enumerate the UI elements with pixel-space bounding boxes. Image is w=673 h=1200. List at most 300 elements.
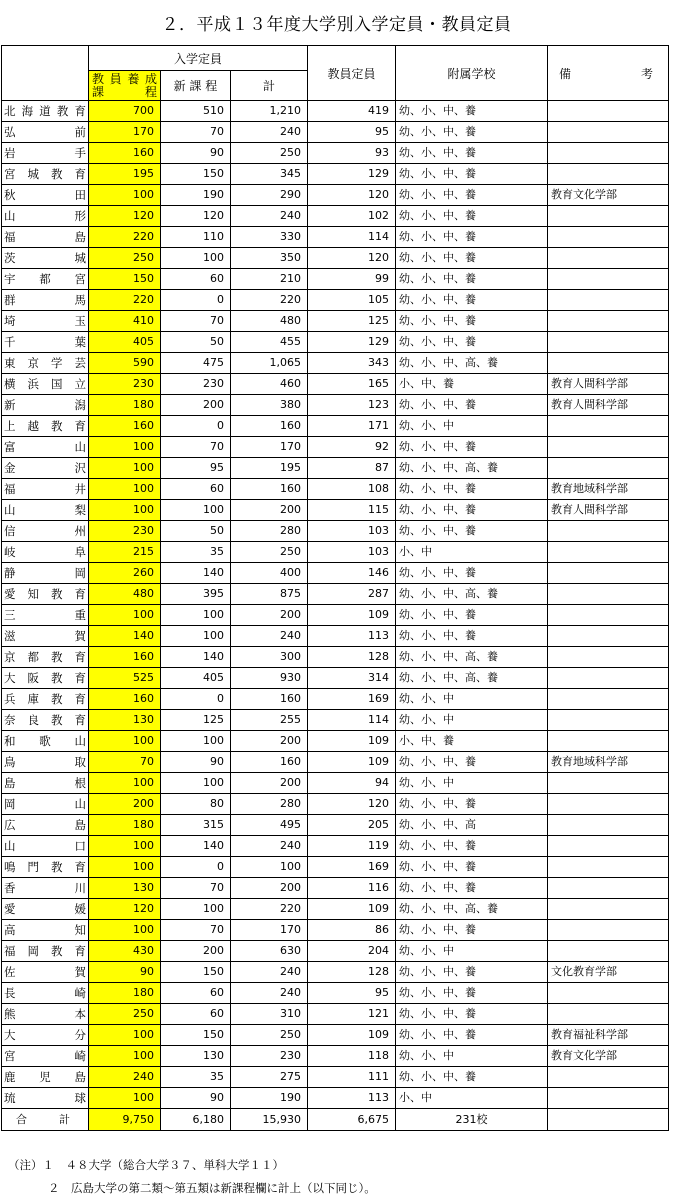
kei-value: 480 [231,311,308,332]
fuzoku-value: 幼、小、中、養 [396,563,548,584]
university-name: 香川 [2,878,89,899]
university-name: 和歌山 [2,731,89,752]
table-row [2,605,669,626]
kyoin-yosei-value: 240 [89,1067,161,1088]
kyoin-yosei-value: 130 [89,710,161,731]
kei-value: 200 [231,731,308,752]
shin-katei-value: 510 [161,101,231,122]
kei-value: 255 [231,710,308,731]
table-row [2,752,669,773]
table-row [2,311,669,332]
kei-value: 495 [231,815,308,836]
kei-value: 280 [231,521,308,542]
kei-value: 200 [231,605,308,626]
kei-value: 200 [231,878,308,899]
shin-katei-value: 150 [161,1025,231,1046]
fuzoku-value: 幼、小、中、養 [396,920,548,941]
kyoin-teiin-value: 419 [308,101,396,122]
kei-value: 220 [231,290,308,311]
university-name: 岐阜 [2,542,89,563]
kyoin-yosei-value: 120 [89,206,161,227]
kyoin-teiin-value: 108 [308,479,396,500]
kyoin-teiin-value: 87 [308,458,396,479]
table-row [2,815,669,836]
fuzoku-value: 幼、小、中、養 [396,164,548,185]
total-fuzoku: 231校 [396,1109,548,1131]
kyoin-yosei-value: 180 [89,395,161,416]
kyoin-teiin-value: 169 [308,689,396,710]
kyoin-teiin-value: 86 [308,920,396,941]
university-name: 三重 [2,605,89,626]
university-name: 琉球 [2,1088,89,1109]
fuzoku-value: 幼、小、中 [396,941,548,962]
table-row [2,941,669,962]
table-row [2,689,669,710]
biko-value [548,563,669,584]
header-kyoin-yosei [89,71,161,101]
fuzoku-value: 小、中 [396,542,548,563]
kyoin-teiin-value: 287 [308,584,396,605]
kyoin-teiin-value: 105 [308,290,396,311]
kyoin-yosei-value: 250 [89,248,161,269]
header-kyoin-yosei-1: 教員養成 [92,71,157,86]
table-row [2,542,669,563]
university-name: 弘前 [2,122,89,143]
shin-katei-value: 60 [161,1004,231,1025]
table-row [2,773,669,794]
kyoin-yosei-value: 160 [89,647,161,668]
biko-value [548,1004,669,1025]
university-name: 新潟 [2,395,89,416]
kyoin-teiin-value: 121 [308,1004,396,1025]
table-row [2,710,669,731]
kyoin-teiin-value: 314 [308,668,396,689]
kyoin-teiin-value: 109 [308,752,396,773]
university-name: 鳥取 [2,752,89,773]
kyoin-teiin-value: 94 [308,773,396,794]
header-biko-1: 備 [559,66,572,81]
kyoin-teiin-value: 114 [308,227,396,248]
university-name: 静岡 [2,563,89,584]
biko-value [548,626,669,647]
fuzoku-value: 幼、小、中、養 [396,332,548,353]
kyoin-teiin-value: 109 [308,899,396,920]
total-biko [548,1109,669,1131]
biko-value [548,899,669,920]
kyoin-yosei-value: 410 [89,311,161,332]
kyoin-yosei-value: 405 [89,332,161,353]
kei-value: 345 [231,164,308,185]
shin-katei-value: 60 [161,983,231,1004]
fuzoku-value: 幼、小、中、養 [396,983,548,1004]
kei-value: 230 [231,1046,308,1067]
biko-value [548,773,669,794]
university-name: 秋田 [2,185,89,206]
university-name: 福井 [2,479,89,500]
kei-value: 240 [231,962,308,983]
biko-value [548,416,669,437]
biko-value [548,521,669,542]
kyoin-yosei-value: 100 [89,857,161,878]
university-name: 京都教育 [2,647,89,668]
university-name: 北海道教育 [2,101,89,122]
table-row [2,227,669,248]
table-row [2,101,669,122]
kei-value: 455 [231,332,308,353]
kyoin-teiin-value: 118 [308,1046,396,1067]
fuzoku-value: 幼、小、中、養 [396,311,548,332]
kei-value: 240 [231,836,308,857]
table-row [2,584,669,605]
kyoin-teiin-value: 125 [308,311,396,332]
kyoin-teiin-value: 92 [308,437,396,458]
university-name: 兵庫教育 [2,689,89,710]
shin-katei-value: 100 [161,626,231,647]
fuzoku-value: 幼、小、中、養 [396,227,548,248]
university-name: 愛媛 [2,899,89,920]
table-row [2,731,669,752]
kyoin-yosei-value: 90 [89,962,161,983]
table-row [2,164,669,185]
header-biko-2: 考 [640,66,653,81]
table-row [2,479,669,500]
kei-value: 170 [231,437,308,458]
biko-value [548,605,669,626]
table-row [2,563,669,584]
biko-value: 文化教育学部 [548,962,669,983]
fuzoku-value: 幼、小、中、養 [396,206,548,227]
footnote-1: （注）１ ４８大学（総合大学３７、単科大学１１） [8,1158,284,1172]
kyoin-teiin-value: 114 [308,710,396,731]
kei-value: 875 [231,584,308,605]
header-nyugaku: 入学定員 [89,46,308,71]
biko-value [548,689,669,710]
fuzoku-value: 幼、小、中、養 [396,437,548,458]
fuzoku-value: 幼、小、中、養 [396,878,548,899]
kyoin-teiin-value: 113 [308,626,396,647]
table-row [2,794,669,815]
biko-value [548,164,669,185]
shin-katei-value: 110 [161,227,231,248]
kyoin-teiin-value: 103 [308,542,396,563]
kyoin-yosei-value: 230 [89,374,161,395]
shin-katei-value: 0 [161,689,231,710]
university-name: 宮城教育 [2,164,89,185]
biko-value: 教育人間科学部 [548,500,669,521]
biko-value: 教育人間科学部 [548,395,669,416]
kei-value: 250 [231,143,308,164]
table-row [2,878,669,899]
shin-katei-value: 50 [161,332,231,353]
shin-katei-value: 395 [161,584,231,605]
page-title: ２．平成１３年度大学別入学定員・教員定員 [161,15,512,35]
header-kei: 計 [231,71,308,101]
kei-value: 1,210 [231,101,308,122]
biko-value [548,857,669,878]
kyoin-yosei-value: 140 [89,626,161,647]
shin-katei-value: 125 [161,710,231,731]
kei-value: 160 [231,416,308,437]
university-name: 富山 [2,437,89,458]
kyoin-yosei-value: 100 [89,479,161,500]
table-row [2,374,669,395]
fuzoku-value: 幼、小、中、養 [396,185,548,206]
header-kyoin-teiin: 教員定員 [308,46,396,101]
shin-katei-value: 70 [161,878,231,899]
shin-katei-value: 130 [161,1046,231,1067]
fuzoku-value: 幼、小、中、養 [396,479,548,500]
table-row [2,395,669,416]
university-name: 高知 [2,920,89,941]
table-row [2,416,669,437]
footnotes [8,1154,376,1200]
fuzoku-value: 小、中 [396,1088,548,1109]
fuzoku-value: 幼、小、中、養 [396,1025,548,1046]
header-kyoin-yosei-2: 課程 [92,84,157,99]
fuzoku-value: 幼、小、中、養 [396,794,548,815]
kei-value: 195 [231,458,308,479]
kei-value: 380 [231,395,308,416]
kyoin-teiin-value: 99 [308,269,396,290]
university-name: 大阪教育 [2,668,89,689]
kyoin-teiin-value: 109 [308,1025,396,1046]
biko-value [548,269,669,290]
header-biko [548,46,669,101]
shin-katei-value: 200 [161,941,231,962]
university-name: 東京学芸 [2,353,89,374]
kyoin-yosei-value: 100 [89,920,161,941]
shin-katei-value: 90 [161,1088,231,1109]
kyoin-teiin-value: 204 [308,941,396,962]
table-row [2,1088,669,1109]
kei-value: 290 [231,185,308,206]
fuzoku-value: 幼、小、中 [396,416,548,437]
table-row [2,353,669,374]
university-name: 山口 [2,836,89,857]
biko-value [548,101,669,122]
table-row [2,857,669,878]
biko-value [548,311,669,332]
fuzoku-value: 幼、小、中、養 [396,857,548,878]
kyoin-teiin-value: 165 [308,374,396,395]
kyoin-teiin-value: 169 [308,857,396,878]
kyoin-teiin-value: 146 [308,563,396,584]
biko-value: 教育福祉科学部 [548,1025,669,1046]
university-name: 滋賀 [2,626,89,647]
kyoin-yosei-value: 430 [89,941,161,962]
kei-value: 1,065 [231,353,308,374]
biko-value [548,248,669,269]
kyoin-teiin-value: 119 [308,836,396,857]
biko-value [548,878,669,899]
fuzoku-value: 幼、小、中 [396,710,548,731]
fuzoku-value: 幼、小、中、養 [396,269,548,290]
kei-value: 250 [231,542,308,563]
fuzoku-value: 幼、小、中、高、養 [396,353,548,374]
kyoin-yosei-value: 200 [89,794,161,815]
table-row [2,836,669,857]
biko-value [548,815,669,836]
kyoin-yosei-value: 100 [89,1088,161,1109]
kei-value: 200 [231,773,308,794]
fuzoku-value: 幼、小、中、養 [396,500,548,521]
kyoin-teiin-value: 120 [308,794,396,815]
kyoin-teiin-value: 123 [308,395,396,416]
kyoin-teiin-value: 129 [308,332,396,353]
table-row [2,1067,669,1088]
biko-value: 教育文化学部 [548,1046,669,1067]
university-name: 横浜国立 [2,374,89,395]
biko-value [548,920,669,941]
biko-value: 教育地域科学部 [548,479,669,500]
fuzoku-value: 幼、小、中、養 [396,101,548,122]
biko-value [548,983,669,1004]
kyoin-teiin-value: 103 [308,521,396,542]
kei-value: 160 [231,752,308,773]
table-row [2,248,669,269]
fuzoku-value: 幼、小、中、養 [396,1067,548,1088]
table-row [2,437,669,458]
biko-value [548,710,669,731]
kyoin-teiin-value: 109 [308,605,396,626]
biko-value [548,332,669,353]
biko-value [548,122,669,143]
table-row [2,143,669,164]
kyoin-yosei-value: 130 [89,878,161,899]
total-yosei: 9,750 [89,1109,161,1131]
university-name: 大分 [2,1025,89,1046]
kyoin-yosei-value: 100 [89,605,161,626]
fuzoku-value: 幼、小、中 [396,773,548,794]
kei-value: 240 [231,983,308,1004]
university-name: 宇都宮 [2,269,89,290]
kyoin-yosei-value: 590 [89,353,161,374]
university-name: 信州 [2,521,89,542]
shin-katei-value: 120 [161,206,231,227]
shin-katei-value: 100 [161,605,231,626]
shin-katei-value: 90 [161,752,231,773]
kyoin-teiin-value: 116 [308,878,396,899]
kei-value: 310 [231,1004,308,1025]
kyoin-yosei-value: 100 [89,500,161,521]
kyoin-teiin-value: 93 [308,143,396,164]
table-row [2,626,669,647]
table-row [2,269,669,290]
kyoin-yosei-value: 70 [89,752,161,773]
university-name: 福島 [2,227,89,248]
kyoin-teiin-value: 343 [308,353,396,374]
shin-katei-value: 100 [161,899,231,920]
biko-value [548,227,669,248]
header-university [2,46,89,101]
kyoin-yosei-value: 100 [89,1025,161,1046]
university-name: 愛知教育 [2,584,89,605]
kei-value: 160 [231,689,308,710]
biko-value [548,290,669,311]
kyoin-teiin-value: 115 [308,500,396,521]
kyoin-yosei-value: 100 [89,836,161,857]
kyoin-teiin-value: 113 [308,1088,396,1109]
shin-katei-value: 60 [161,269,231,290]
kyoin-teiin-value: 129 [308,164,396,185]
fuzoku-value: 幼、小、中、養 [396,395,548,416]
university-name: 山形 [2,206,89,227]
kyoin-yosei-value: 195 [89,164,161,185]
biko-value [548,584,669,605]
table-row [2,668,669,689]
kei-value: 220 [231,899,308,920]
kyoin-yosei-value: 220 [89,227,161,248]
shin-katei-value: 95 [161,458,231,479]
fuzoku-value: 幼、小、中、高、養 [396,899,548,920]
biko-value [548,353,669,374]
shin-katei-value: 0 [161,416,231,437]
table-row [2,920,669,941]
university-name: 熊本 [2,1004,89,1025]
shin-katei-value: 140 [161,563,231,584]
fuzoku-value: 幼、小、中、養 [396,626,548,647]
kei-value: 280 [231,794,308,815]
fuzoku-value: 幼、小、中、高 [396,815,548,836]
table-row [2,899,669,920]
shin-katei-value: 100 [161,773,231,794]
kei-value: 330 [231,227,308,248]
kei-value: 210 [231,269,308,290]
biko-value [548,143,669,164]
total-teiin: 6,675 [308,1109,396,1131]
kyoin-teiin-value: 128 [308,647,396,668]
university-name: 上越教育 [2,416,89,437]
kyoin-yosei-value: 260 [89,563,161,584]
kei-value: 240 [231,122,308,143]
kyoin-teiin-value: 205 [308,815,396,836]
table-row [2,458,669,479]
fuzoku-value: 幼、小、中、養 [396,752,548,773]
footnote-2: ２ 広島大学の第二類～第五類は新課程欄に計上（以下同じ）。 [48,1181,376,1195]
kyoin-teiin-value: 109 [308,731,396,752]
shin-katei-value: 100 [161,248,231,269]
table-row [2,185,669,206]
total-kei: 15,930 [231,1109,308,1131]
kei-value: 460 [231,374,308,395]
university-name: 福岡教育 [2,941,89,962]
biko-value [548,836,669,857]
kei-value: 250 [231,1025,308,1046]
header-shin-katei: 新 課 程 [161,71,231,101]
kyoin-yosei-value: 220 [89,290,161,311]
shin-katei-value: 230 [161,374,231,395]
kyoin-teiin-value: 102 [308,206,396,227]
table-row [2,1025,669,1046]
university-name: 奈良教育 [2,710,89,731]
kei-value: 275 [231,1067,308,1088]
shin-katei-value: 100 [161,500,231,521]
university-name: 宮崎 [2,1046,89,1067]
kyoin-yosei-value: 525 [89,668,161,689]
kyoin-yosei-value: 170 [89,122,161,143]
biko-value: 教育文化学部 [548,185,669,206]
fuzoku-value: 幼、小、中、養 [396,521,548,542]
biko-value [548,458,669,479]
shin-katei-value: 90 [161,143,231,164]
kyoin-yosei-value: 700 [89,101,161,122]
university-name: 金沢 [2,458,89,479]
fuzoku-value: 幼、小、中、養 [396,122,548,143]
shin-katei-value: 150 [161,962,231,983]
university-name: 佐賀 [2,962,89,983]
shin-katei-value: 140 [161,647,231,668]
biko-value [548,731,669,752]
